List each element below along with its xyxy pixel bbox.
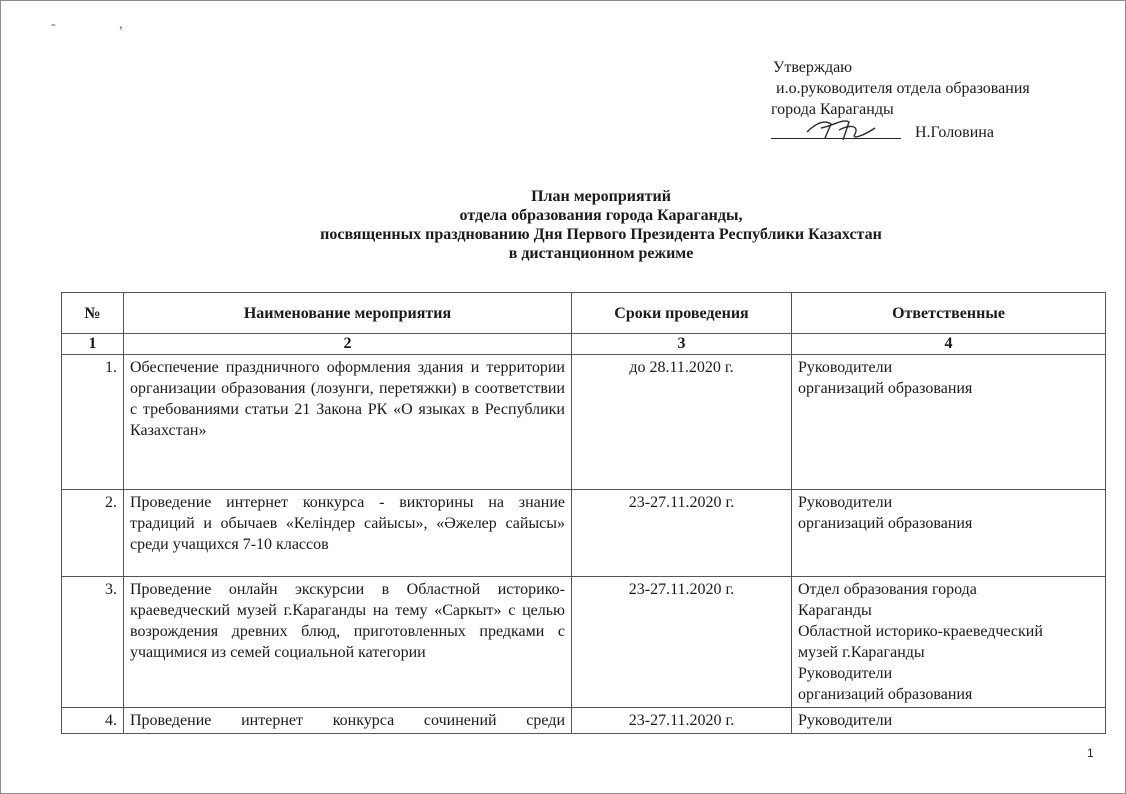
title-line-1: План мероприятий: [531, 188, 671, 205]
responsible-line: организаций образования: [798, 515, 973, 532]
table-row: [62, 355, 1106, 490]
responsible-line: Руководители: [798, 359, 893, 376]
title-line-3: посвященных празднованию Дня Первого Президента Республики Казахстан: [320, 226, 882, 243]
responsible-line: организаций образования: [798, 380, 973, 397]
events-plan-table: [61, 292, 1106, 734]
responsible-line: Руководители: [798, 494, 893, 511]
responsible-line: Областной историко-краеведческий: [798, 623, 1043, 640]
signature-line: [771, 120, 1101, 144]
page-number: 1: [1087, 746, 1094, 760]
event-name: Обеспечение праздничного оформления здания и территории организации образования (лозунги, перетяжки) в соответствии с требованиями статьи 21 Закона РК «О языках в Республики Казахстан»: [124, 355, 572, 490]
column-number-row: [62, 334, 1106, 355]
responsible-cell: [792, 490, 1106, 577]
responsible-line: Отдел образования города: [798, 581, 977, 598]
responsible-line: Руководители: [798, 712, 893, 729]
responsible-cell: [792, 708, 1106, 734]
event-name: Проведение интернет конкурса - викторины на знание традиций и обычаев «Келіндер сайысы», «Әжелер сайысы» среди учащихся 7-10 классов: [124, 490, 572, 577]
approval-block: [771, 57, 1101, 144]
event-name: Проведение онлайн экскурсии в Областной историко-краеведческий музей г.Караганды на тему «Саркыт» с целью возрождения древних блюд, приготовленных предками с учащимися из семей социальной категории: [124, 577, 572, 708]
approval-position: и.о.руководителя отдела образования: [776, 80, 1030, 97]
table-row: [62, 490, 1106, 577]
row-number: 1.: [62, 355, 124, 490]
column-number: 2: [124, 334, 572, 355]
header-dates: Сроки проведения: [572, 293, 792, 334]
responsible-cell: [792, 355, 1106, 490]
column-number: 1: [62, 334, 124, 355]
title-line-2: отдела образования города Караганды,: [459, 207, 743, 224]
table-row: [62, 708, 1106, 734]
table-row: [62, 577, 1106, 708]
title-line-4: в дистанционном режиме: [508, 245, 694, 262]
document-title: [1, 187, 1126, 263]
event-name: Проведение интернет конкурса сочинений среди: [124, 708, 572, 734]
scan-artifact: ‑ ,: [51, 17, 153, 32]
event-date: 23-27.11.2020 г.: [572, 577, 792, 708]
responsible-line: музей г.Караганды: [798, 644, 925, 661]
row-number: 4.: [62, 708, 124, 734]
event-date: 23-27.11.2020 г.: [572, 708, 792, 734]
approver-name: Н.Головина: [915, 124, 994, 141]
responsible-line: Руководители: [798, 665, 893, 682]
approval-city: города Караганды: [771, 101, 894, 118]
event-date: 23-27.11.2020 г.: [572, 490, 792, 577]
table-header-row: [62, 293, 1106, 334]
header-event-name: Наименование мероприятия: [124, 293, 572, 334]
approval-heading: Утверждаю: [773, 59, 853, 76]
column-number: 3: [572, 334, 792, 355]
header-number: №: [62, 293, 124, 334]
header-responsible: Ответственные: [792, 293, 1106, 334]
handwritten-signature: [803, 114, 883, 144]
responsible-cell: [792, 577, 1106, 708]
row-number: 2.: [62, 490, 124, 577]
responsible-line: организаций образования: [798, 686, 973, 703]
event-date: до 28.11.2020 г.: [572, 355, 792, 490]
responsible-line: Караганды: [798, 602, 872, 619]
row-number: 3.: [62, 577, 124, 708]
column-number: 4: [792, 334, 1106, 355]
